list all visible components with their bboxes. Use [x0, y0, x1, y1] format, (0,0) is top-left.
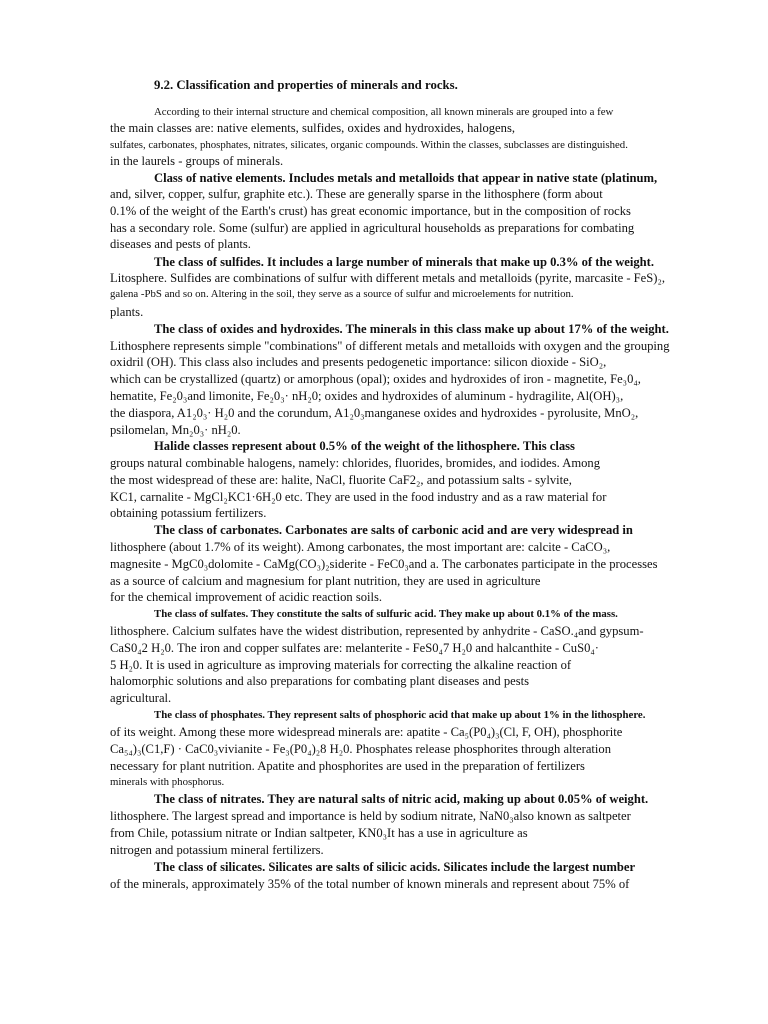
text-line: for the chemical improvement of acidic reaction soils. — [110, 590, 383, 604]
paragraph-first-line: The class of nitrates. They are natural salts of nitric acid, making up about 0.05% of weight. — [154, 792, 649, 806]
text-line: 5 H₂0. It is used in agriculture as improving materials for correcting the alkaline reaction of — [110, 658, 572, 672]
text-line: the main classes are: native elements, sulfides, oxides and hydroxides, halogens, — [110, 121, 515, 135]
text-line: which can be crystallized (quartz) or amorphous (opal); oxides and hydroxides of iron - magnetite, Fe₃0₄, — [110, 372, 641, 386]
text-line: obtaining potassium fertilizers. — [110, 506, 267, 520]
paragraph-first-line: According to their internal structure and chemical composition, all known minerals are grouped into a few — [154, 106, 614, 118]
text-line: KC1, carnalite - MgCl₂KC1·6H₂0 etc. They are used in the food industry and as a raw material for — [110, 490, 607, 504]
text-line: groups natural combinable halogens, namely: chlorides, fluorides, bromides, and iodides. Among — [110, 456, 601, 470]
text-line: psilomelan, Mn₂0₃· nH₂0. — [110, 423, 241, 437]
text-line: as a source of calcium and magnesium for plant nutrition, they are used in agriculture — [110, 574, 541, 588]
text-line: lithosphere (about 1.7% of its weight). Among carbonates, the most important are: calcite - CaCO₃, — [110, 540, 611, 554]
text-line: nitrogen and potassium mineral fertilizers. — [110, 843, 324, 857]
text-line: Litosphere. Sulfides are combinations of sulfur with different metals and metalloids (pyrite, marcasite - FeS)₂, — [110, 271, 665, 285]
text-line: sulfates, carbonates, phosphates, nitrates, silicates, organic compounds. Within the classes, subclasses are distinguished. — [110, 139, 628, 151]
text-line: CaS0₄2 H₂0. The iron and copper sulfates are: melanterite - FeS0₄7 H₂0 and halcanthite - CuS0₄· — [110, 641, 599, 655]
paragraph-first-line: The class of carbonates. Carbonates are salts of carbonic acid and are very widespread in — [154, 523, 633, 537]
text-line: and, silver, copper, sulfur, graphite etc.). These are generally sparse in the lithosphere (form about — [110, 187, 603, 201]
text-line: lithosphere. Calcium sulfates have the widest distribution, represented by anhydrite - CaSO.₄and gypsum- — [110, 624, 644, 638]
text-line: of its weight. Among these more widespread minerals are: apatite - Ca₅(P0₄)₃(Cl, F, OH), phosphorite — [110, 725, 623, 739]
paragraph-first-line: The class of silicates. Silicates are salts of silicic acids. Silicates include the largest number — [154, 860, 636, 874]
text-line: has a secondary role. Some (sulfur) are applied in agricultural households as preparations for combating — [110, 221, 635, 235]
text-line: hematite, Fe₂0₃and limonite, Fe₂0₃· nH₂0; oxides and hydroxides of aluminum - hydragilite, Al(OH)₃, — [110, 389, 624, 403]
text-line: halomorphic solutions and also preparations for combating plant diseases and pests — [110, 674, 530, 688]
text-line: minerals with phosphorus. — [110, 776, 225, 788]
text-line: magnesite - MgC0₃dolomite - CaMg(CO₃)₂siderite - FeC0₃and a. The carbonates participate in the processes — [110, 557, 658, 571]
paragraph-first-line: The class of sulfates. They constitute the salts of sulfuric acid. They make up about 0.1% of the mass. — [154, 608, 618, 620]
text-line: agricultural. — [110, 691, 172, 705]
paragraph-first-line: Class of native elements. Includes metals and metalloids that appear in native state (platinum, — [154, 171, 658, 185]
section-heading: 9.2. Classification and properties of minerals and rocks. — [154, 78, 458, 92]
text-line: diseases and pests of plants. — [110, 237, 251, 251]
text-line: the diaspora, A1₂0₃· H₂0 and the corundum, A1₂0₃manganese oxides and hydroxides - pyrolusite, MnO₂, — [110, 406, 639, 420]
text-line: from Chile, potassium nitrate or Indian saltpeter, KN0₃It has a use in agriculture as — [110, 826, 528, 840]
text-line: necessary for plant nutrition. Apatite and phosphorites are used in the preparation of fertilizers — [110, 759, 585, 773]
text-line: plants. — [110, 305, 144, 319]
paragraph-first-line: Halide classes represent about 0.5% of the weight of the lithosphere. This class — [154, 439, 575, 453]
paragraph-first-line: The class of oxides and hydroxides. The minerals in this class make up about 17% of the weight. — [154, 322, 669, 336]
text-line: Lithosphere represents simple "combinations" of different metals and metalloids with oxygen and the grouping — [110, 339, 670, 353]
text-line: galena -PbS and so on. Altering in the soil, they serve as a source of sulfur and microelements for nutrition. — [110, 288, 574, 300]
text-line: of the minerals, approximately 35% of the total number of known minerals and represent about 75% of — [110, 877, 630, 891]
text-line: in the laurels - groups of minerals. — [110, 154, 284, 168]
text-line: 0.1% of the weight of the Earth's crust) has great economic importance, but in the composition of rocks — [110, 204, 631, 218]
text-line: the most widespread of these are: halite, NaCl, fluorite CaF2₂, and potassium salts - sylvite, — [110, 473, 572, 487]
text-line: Ca₅₄)₃(C1,F) · CaC0₃vivianite - Fe₃(P0₄)₂8 H₂0. Phosphates release phosphorites through alteration — [110, 742, 612, 756]
paragraph-first-line: The class of phosphates. They represent salts of phosphoric acid that make up about 1% in the lithosphere. — [154, 709, 646, 721]
text-line: oxidril (OH). This class also includes and presents pedogenetic importance: silicon dioxide - SiO₂, — [110, 355, 607, 369]
paragraph-first-line: The class of sulfides. It includes a large number of minerals that make up 0.3% of the weight. — [154, 255, 655, 269]
text-line: lithosphere. The largest spread and importance is held by sodium nitrate, NaN0₃also known as saltpeter — [110, 809, 631, 823]
